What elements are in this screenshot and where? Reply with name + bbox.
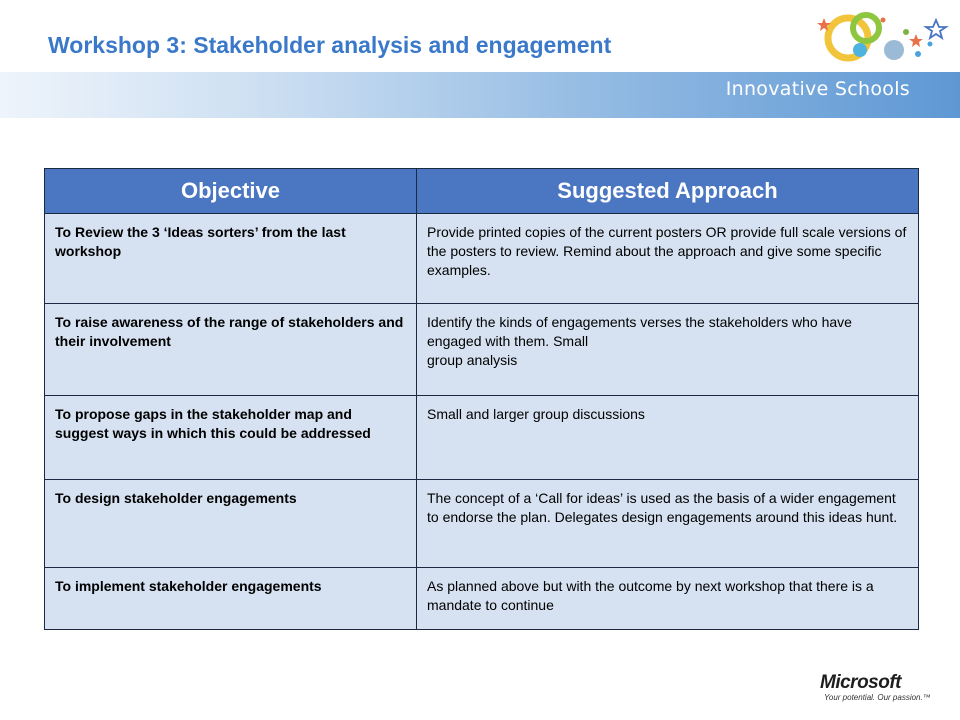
table-row — [45, 568, 919, 630]
microsoft-logo-icon — [820, 672, 931, 706]
objective-cell: To raise awareness of the range of stakeholders and their involvement — [45, 304, 417, 396]
approach-cell: The concept of a ‘Call for ideas’ is used as the basis of a wider engagement to endorse the plan. Delegates design engagements around this ideas hunt. — [417, 480, 919, 568]
objective-cell: To propose gaps in the stakeholder map and suggest ways in which this could be addressed — [45, 396, 417, 480]
objectives-table — [44, 168, 919, 630]
table-header-row — [45, 169, 919, 214]
approach-cell: Provide printed copies of the current posters OR provide full scale versions of the posters to review. Remind about the approach and give some specific examples. — [417, 214, 919, 304]
table-row — [45, 214, 919, 304]
microsoft-logo-text: Microsoft — [820, 672, 901, 693]
approach-cell: Small and larger group discussions — [417, 396, 919, 480]
header-suggested-approach: Suggested Approach — [417, 169, 919, 214]
approach-cell: As planned above but with the outcome by next workshop that there is a mandate to continue — [417, 568, 919, 630]
header-objective: Objective — [45, 169, 417, 214]
table-row — [45, 480, 919, 568]
objective-cell: To Review the 3 ‘Ideas sorters’ from the last workshop — [45, 214, 417, 304]
table-row — [45, 396, 919, 480]
approach-cell: Identify the kinds of engagements verses the stakeholders who have engaged with them. Small group analysis — [417, 304, 919, 396]
table-row — [45, 304, 919, 396]
objective-cell: To implement stakeholder engagements — [45, 568, 417, 630]
slide-title: Workshop 3: Stakeholder analysis and engagement — [48, 32, 612, 58]
brand-name: Innovative Schools — [725, 78, 910, 100]
microsoft-tagline: Your potential. Our passion.™ — [824, 693, 931, 702]
objective-cell: To design stakeholder engagements — [45, 480, 417, 568]
circles-stars-logo-icon — [808, 4, 958, 72]
objectives-table-container — [44, 168, 918, 630]
